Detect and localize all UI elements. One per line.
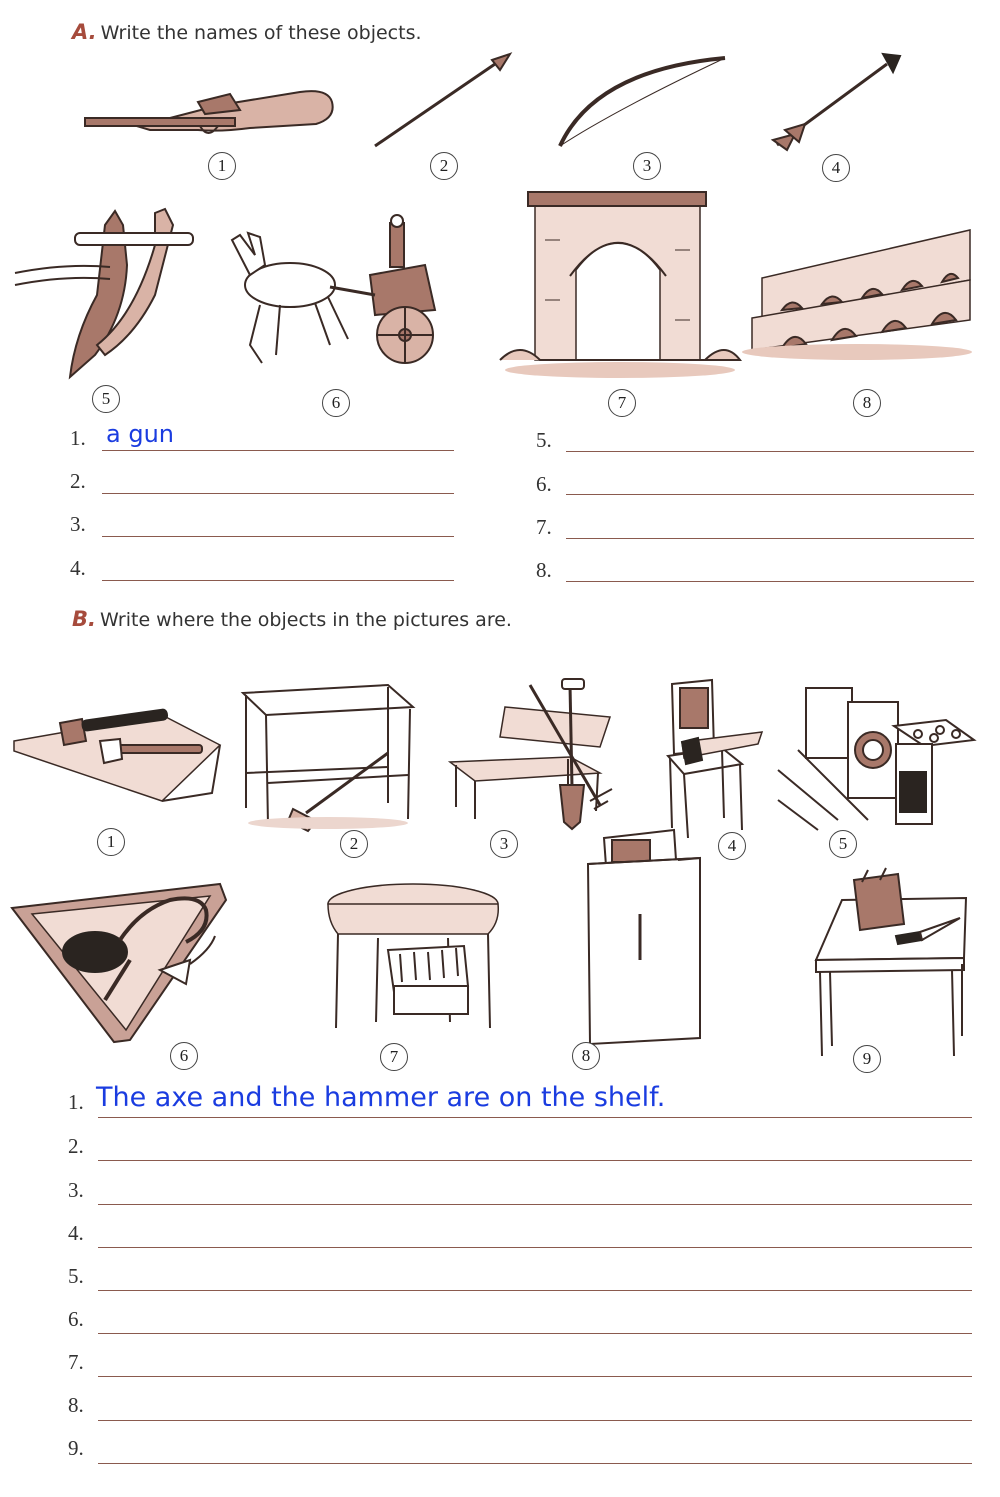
b-answer-line-2 <box>98 1160 972 1161</box>
b-picture-number-9: 9 <box>853 1045 881 1073</box>
b-answer-line-8 <box>98 1420 972 1421</box>
a-line-label: 1. <box>70 426 86 450</box>
a-answer-line-1 <box>102 450 454 451</box>
b-line-label: 4. <box>68 1221 84 1245</box>
fridge-with-microwave-icon <box>584 830 706 1050</box>
aqueduct-icon <box>742 220 972 360</box>
table-with-toaster-and-knife-icon <box>812 866 972 1061</box>
a-answer-line-5 <box>566 451 974 452</box>
b-answer-line-6 <box>98 1333 972 1334</box>
b-answer-line-1 <box>98 1117 972 1118</box>
a-answer-line-6 <box>566 494 974 495</box>
a-picture-number-2: 2 <box>430 152 458 180</box>
shelf-with-axe-and-hammer-icon <box>12 705 222 805</box>
b-answer-line-5 <box>98 1290 972 1291</box>
b-answer-line-3 <box>98 1204 972 1205</box>
b-line-label: 5. <box>68 1264 84 1288</box>
b-line-label: 6. <box>68 1307 84 1331</box>
a-answer-1[interactable]: a gun <box>106 420 174 448</box>
gun-icon <box>80 80 340 150</box>
a-picture-number-7: 7 <box>608 389 636 417</box>
b-line-label: 7. <box>68 1350 84 1374</box>
section-a-instruction: Write the names of these objects. <box>100 22 422 44</box>
plough-icon <box>15 205 195 380</box>
a-line-label: 3. <box>70 512 86 536</box>
vacuum-cleaner-and-iron-icon <box>10 880 230 1045</box>
a-answer-line-4 <box>102 580 454 581</box>
bench-with-spade-and-rake-icon <box>450 677 615 832</box>
a-answer-line-7 <box>566 538 974 539</box>
a-line-label: 7. <box>536 515 552 539</box>
a-line-label: 5. <box>536 428 552 452</box>
b-picture-number-3: 3 <box>490 830 518 858</box>
b-picture-number-7: 7 <box>380 1043 408 1071</box>
b-line-label: 3. <box>68 1178 84 1202</box>
a-answer-line-8 <box>566 581 974 582</box>
b-picture-number-4: 4 <box>718 832 746 860</box>
a-picture-number-5: 5 <box>92 385 120 413</box>
a-picture-number-1: 1 <box>208 152 236 180</box>
a-picture-number-3: 3 <box>633 152 661 180</box>
a-picture-number-8: 8 <box>853 389 881 417</box>
section-a-title <box>72 20 422 44</box>
a-picture-number-4: 4 <box>822 154 850 182</box>
table-with-hoe-icon <box>238 683 418 833</box>
b-picture-number-1: 1 <box>97 828 125 856</box>
b-line-label: 8. <box>68 1393 84 1417</box>
chair-with-saw-icon <box>662 680 767 840</box>
b-picture-number-2: 2 <box>340 830 368 858</box>
chariot-icon <box>220 215 460 370</box>
b-picture-number-5: 5 <box>829 830 857 858</box>
kitchen-appliances-icon <box>778 680 978 830</box>
b-line-label: 1. <box>68 1090 84 1114</box>
section-b-letter: B. <box>72 607 96 631</box>
table-with-dish-rack-icon <box>318 882 508 1032</box>
section-b-instruction: Write where the objects in the pictures are. <box>99 609 512 631</box>
bow-icon <box>555 50 730 150</box>
a-line-label: 4. <box>70 556 86 580</box>
b-picture-number-6: 6 <box>170 1042 198 1070</box>
section-a-letter: A. <box>72 20 97 44</box>
a-line-label: 8. <box>536 558 552 582</box>
a-answer-line-2 <box>102 493 454 494</box>
arch-icon <box>500 190 740 380</box>
spear-icon <box>370 50 515 150</box>
section-b-title <box>72 607 512 631</box>
b-line-label: 9. <box>68 1436 84 1460</box>
arrow-icon <box>765 50 905 155</box>
b-answer-1[interactable]: The axe and the hammer are on the shelf. <box>96 1082 666 1113</box>
a-line-label: 6. <box>536 472 552 496</box>
a-answer-line-3 <box>102 536 454 537</box>
b-answer-line-4 <box>98 1247 972 1248</box>
b-answer-line-7 <box>98 1376 972 1377</box>
b-answer-line-9 <box>98 1463 972 1464</box>
b-picture-number-8: 8 <box>572 1042 600 1070</box>
a-line-label: 2. <box>70 469 86 493</box>
a-picture-number-6: 6 <box>322 389 350 417</box>
b-line-label: 2. <box>68 1134 84 1158</box>
